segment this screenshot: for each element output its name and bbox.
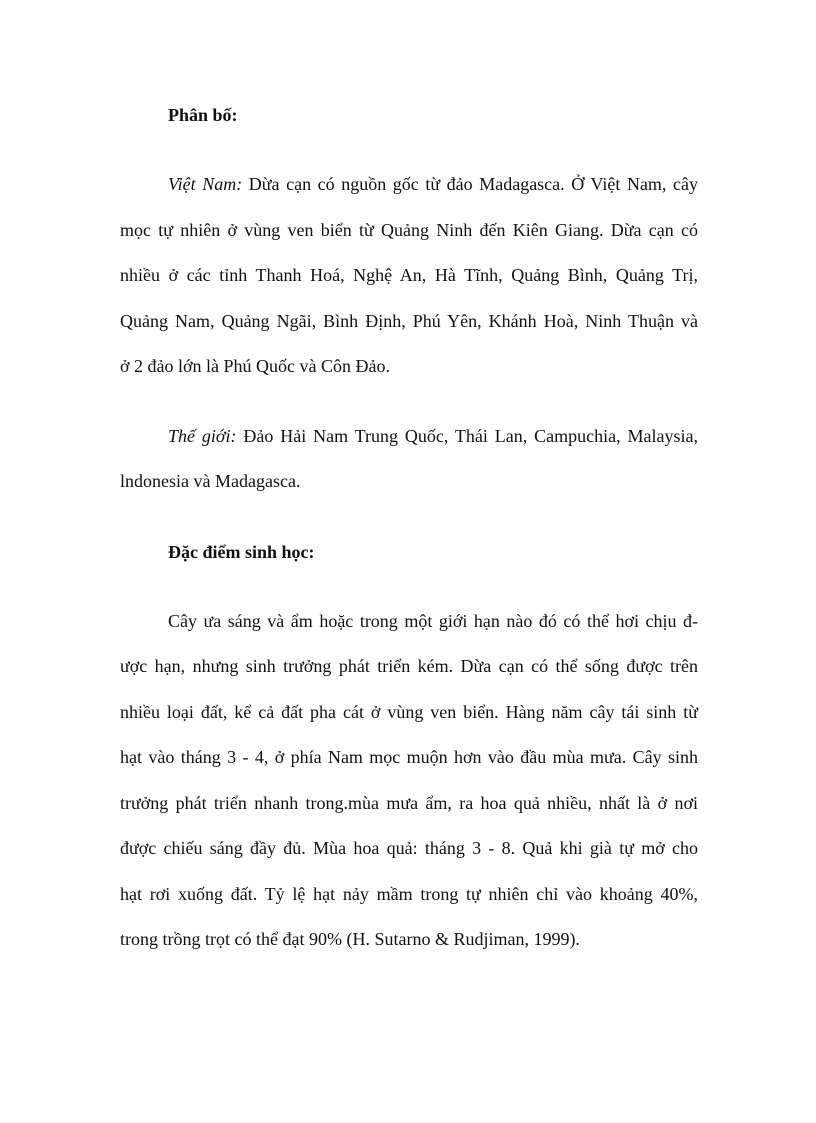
paragraph-lead-vietnam: Việt Nam: xyxy=(168,174,243,194)
paragraph-vietnam xyxy=(120,162,698,390)
paragraph-line: lndonesia và Madagasca. xyxy=(120,471,301,491)
section-heading-biology: Đặc điểm sinh học: xyxy=(168,541,315,562)
spacer xyxy=(120,390,698,414)
document-page xyxy=(120,92,698,963)
paragraph-lead-world: Thế giới: xyxy=(168,425,237,446)
paragraph-line: nhiều ở các tỉnh Thanh Hoá, Nghệ An, Hà Tĩnh, Quảng Bình, Quảng Trị, xyxy=(120,265,698,285)
paragraph-line: trưởng phát triển nhanh trong.mùa mưa ẩm, ra hoa quả nhiều, nhất là ở nơi xyxy=(120,792,698,813)
spacer xyxy=(120,575,698,599)
paragraph-line: trong trồng trọt có thể đạt 90% (H. Sutarno & Rudjiman, 1999). xyxy=(120,929,580,949)
spacer xyxy=(120,138,698,162)
spacer xyxy=(120,505,698,529)
paragraph-line: ược hạn, nhưng sinh trưởng phát triển kém. Dừa cạn có thể sống được trên xyxy=(120,656,698,676)
paragraph-line: Thế giới: Đảo Hải Nam Trung Quốc, Thái Lan, Campuchia, Malaysia, xyxy=(168,425,698,446)
paragraph-line: ở 2 đảo lớn là Phú Quốc và Côn Đảo. xyxy=(120,356,390,376)
paragraph-line: Việt Nam: Dừa cạn có nguồn gốc từ đảo Madagasca. Ở Việt Nam, cây xyxy=(168,174,698,194)
paragraph-world xyxy=(120,414,698,505)
paragraph-line: Cây ưa sáng và ẩm hoặc trong một giới hạn nào đó có thể hơi chịu đ- xyxy=(168,610,698,631)
paragraph-line: mọc tự nhiên ở vùng ven biển từ Quảng Ninh đến Kiên Giang. Dừa cạn có xyxy=(120,219,698,240)
paragraph-line: hạt vào tháng 3 - 4, ở phía Nam mọc muộn hơn vào đầu mùa mưa. Cây sinh xyxy=(120,747,698,767)
paragraph-line: được chiếu sáng đầy đủ. Mùa hoa quả: tháng 3 - 8. Quả khi già tự mở cho xyxy=(120,838,698,858)
paragraph-line: nhiều loại đất, kể cả đất pha cát ở vùng ven biển. Hàng năm cây tái sinh từ xyxy=(120,701,698,722)
paragraph-line: hạt rơi xuống đất. Tỷ lệ hạt nảy mầm trong tự nhiên chỉ vào khoảng 40%, xyxy=(120,883,698,904)
paragraph-line: Quảng Nam, Quảng Ngãi, Bình Định, Phú Yên, Khánh Hoà, Ninh Thuận và xyxy=(120,310,698,331)
section-heading-distribution: Phân bố: xyxy=(168,105,238,125)
paragraph-biology xyxy=(120,599,698,963)
